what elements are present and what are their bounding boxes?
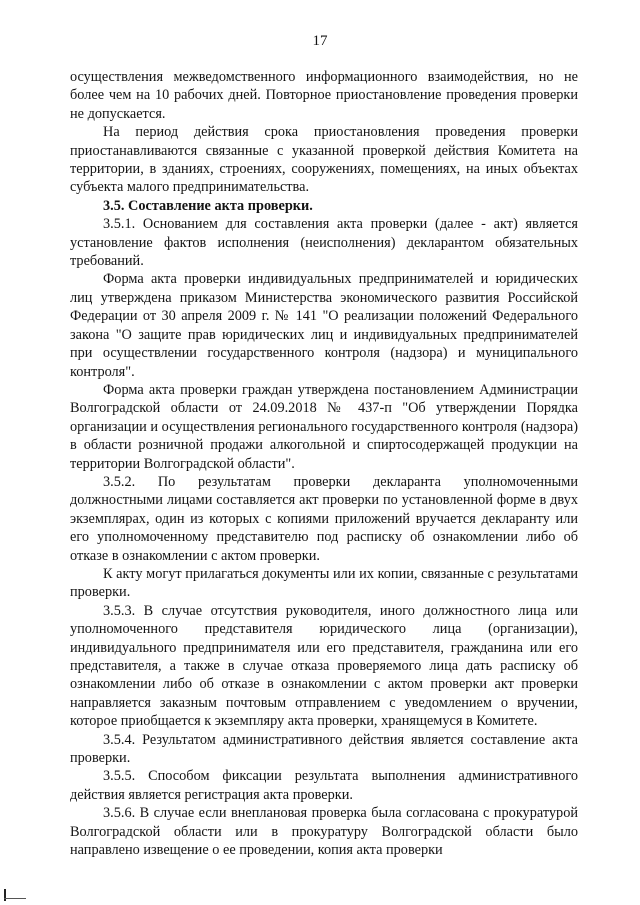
paragraph-continuation: осуществления межведомственного информационного взаимодействия, но не более чем на 10 рабочих дней. Повторное приостановление проведения проверки не допускается. xyxy=(70,69,578,122)
document-body xyxy=(70,68,578,859)
paragraph-3-5-4: 3.5.4. Результатом административного действия является составление акта проверки. xyxy=(70,731,578,767)
paragraph-attachments: К акту могут прилагаться документы или их копии, связанные с результатами проверки. xyxy=(70,565,578,601)
paragraph-3-5-6: 3.5.6. В случае если внеплановая проверка была согласована с прокуратурой Волгоградской области или в прокуратуру Волгоградской области было направлено извещение о ее проведении, копия акта проверки xyxy=(70,805,578,859)
paragraph-3-5-5: 3.5.5. Способом фиксации результата выполнения административного действия является регистрация акта проверки. xyxy=(70,768,578,803)
section-heading-3-5: 3.5. Составление акта проверки. xyxy=(103,197,313,214)
paragraph-act-form-citizens: Форма акта проверки граждан утверждена постановлением Администрации Волгоградской области от 24.09.2018 № 437-п "Об утверждении Порядка организации и осуществления регионального государственного контроля (надзора) в области розничной продажи алкогольной и спиртосодержащей продукции на территории Волгоградской области". xyxy=(70,381,578,472)
paragraph-act-form-entrepreneurs: Форма акта проверки индивидуальных предпринимателей и юридических лиц утверждена приказом Министерства экономического развития Российской Федерации от 30 апреля 2009 г. № 141 "О реализации положений Федерального закона "О защите прав юридических лиц и индивидуальных предпринимателей при осуществлении государственного контроля (надзора) и муниципального контроля". xyxy=(70,271,578,380)
paragraph-3-5-1: 3.5.1. Основанием для составления акта проверки (далее - акт) является установление фактов исполнения (неисполнения) декларантом обязательных требований. xyxy=(70,216,578,270)
paragraph-3-5-3: 3.5.3. В случае отсутствия руководителя, иного должностного лица или уполномоченного представителя юридического лица (организации), индивидуального предпринимателя или его представителя, гражданина или его представителя, а также в случае отказа проверяемого лица дать расписку об ознакомлении либо об отказе в ознакомлении с актом проверки акт проверки направляется заказным почтовым отправлением с уведомлением о вручении, которое приобщается к экземпляру акта проверки, хранящемуся в Комитете. xyxy=(70,602,578,730)
page-number: 17 xyxy=(312,33,328,49)
paragraph-suspension-period: На период действия срока приостановления проведения проверки приостанавливаются связанные с указанной проверкой действия Комитета на территории, в зданиях, строениях, сооружениях, помещениях, на иных объектах субъекта малого предпринимательства. xyxy=(70,124,578,196)
paragraph-3-5-2: 3.5.2. По результатам проверки декларанта уполномоченными должностными лицами составляется акт проверки по установленной форме в двух экземплярах, один из которых с копиями приложений вручается декларанту или его уполномоченному представителю под расписку об ознакомлении либо об отказе в ознакомлении с актом проверки. xyxy=(70,473,578,564)
scan-edge-mark xyxy=(0,889,26,901)
